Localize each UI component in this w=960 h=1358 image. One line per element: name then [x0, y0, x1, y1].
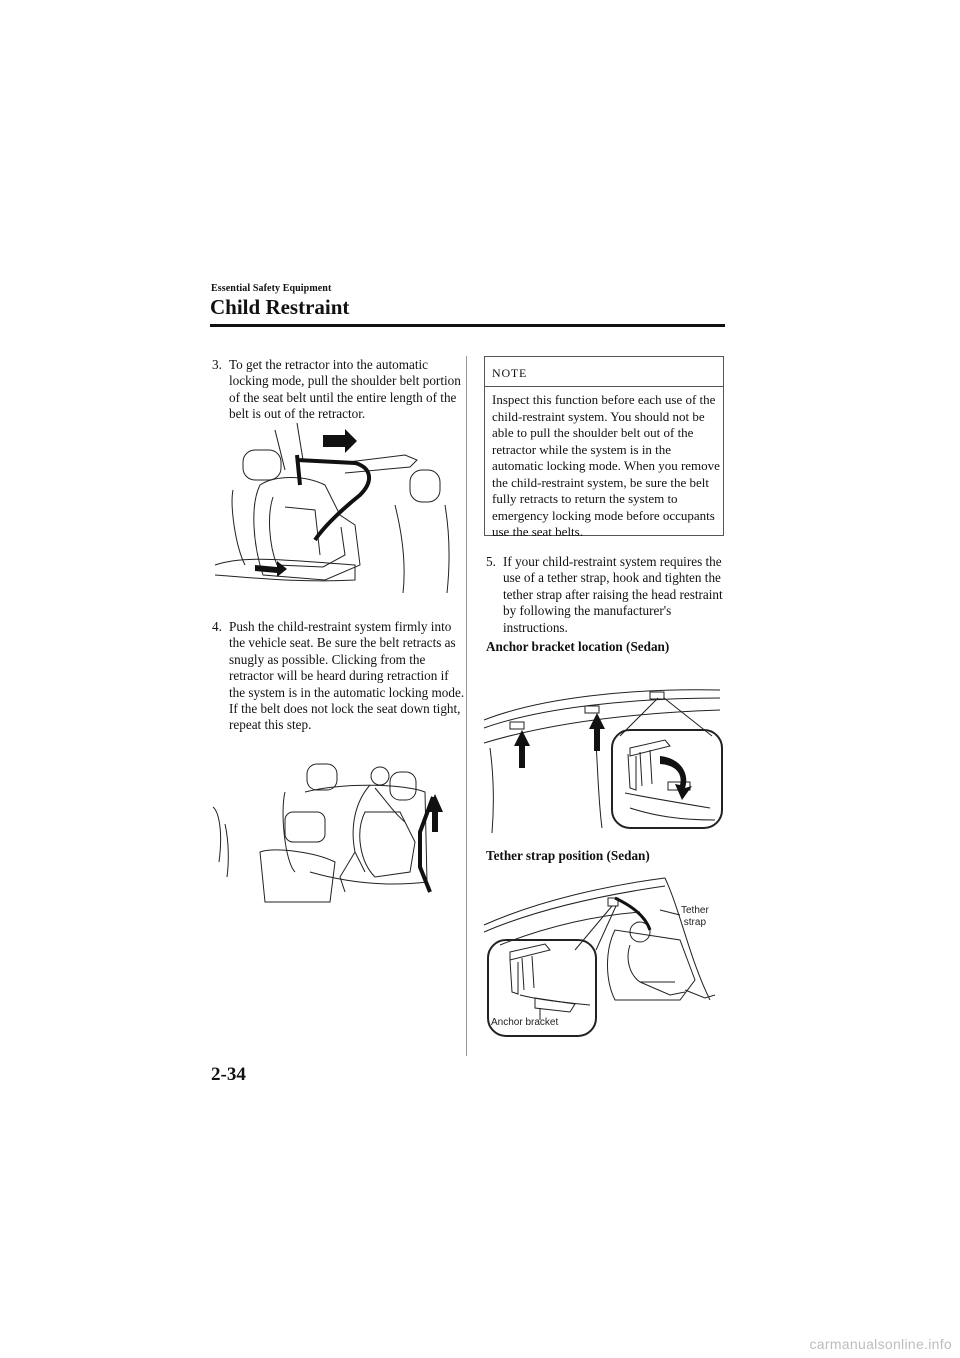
anchor-bracket-label: Anchor bracket — [491, 1017, 559, 1028]
section-label: Essential Safety Equipment — [211, 283, 332, 294]
step-text: To get the retractor into the automatic locking mode, pull the shoulder belt portion of the seat belt until the entire length of the belt is out of the retractor. — [229, 357, 461, 422]
tether-label-line-1: Tether — [681, 905, 709, 916]
figure-push-child-restraint — [205, 752, 455, 912]
tether-label-line-2: strap — [683, 917, 707, 928]
figure-pull-shoulder-belt — [205, 415, 455, 595]
page-number: 2-34 — [211, 1064, 246, 1085]
tether-strap-label — [681, 905, 709, 929]
tether-strap-heading: Tether strap position (Sedan) — [486, 848, 650, 863]
page-title: Child Restraint — [210, 295, 350, 319]
figure-tether-strap-position — [480, 870, 726, 1038]
note-body: Inspect this function before each use of the child-restraint system. You should not be able to pull the shoulder belt out of the retractor while the system is in the automatic locking mode. When you remove the child-restraint system, be sure the belt fully retracts to return the system to emergency locking mode before occupants use the seat belts. — [492, 392, 720, 539]
step-number: 3. — [212, 357, 222, 372]
step-4 — [212, 619, 467, 734]
step-text: If your child-restraint system requires the use of a tether strap, hook and tighten the tether strap after raising the head restraint by following the manufacturer's instructions. — [503, 554, 723, 635]
watermark: carmanualsonline.info — [809, 1336, 952, 1352]
note-heading: NOTE — [485, 357, 723, 387]
step-number: 4. — [212, 619, 222, 634]
step-3 — [212, 357, 467, 423]
figure-anchor-bracket-location — [480, 668, 726, 833]
note-box — [484, 356, 724, 539]
step-number: 5. — [486, 554, 496, 569]
title-rule — [210, 324, 725, 327]
anchor-bracket-heading: Anchor bracket location (Sedan) — [486, 639, 670, 654]
step-text: Push the child-restraint system firmly into the vehicle seat. Be sure the belt retracts as snugly as possible. Clicking from the retractor will be heard during retraction if the system is in the automatic locking mode. If the belt does not lock the seat down tight, repeat this step. — [229, 619, 465, 733]
step-5 — [486, 554, 726, 636]
